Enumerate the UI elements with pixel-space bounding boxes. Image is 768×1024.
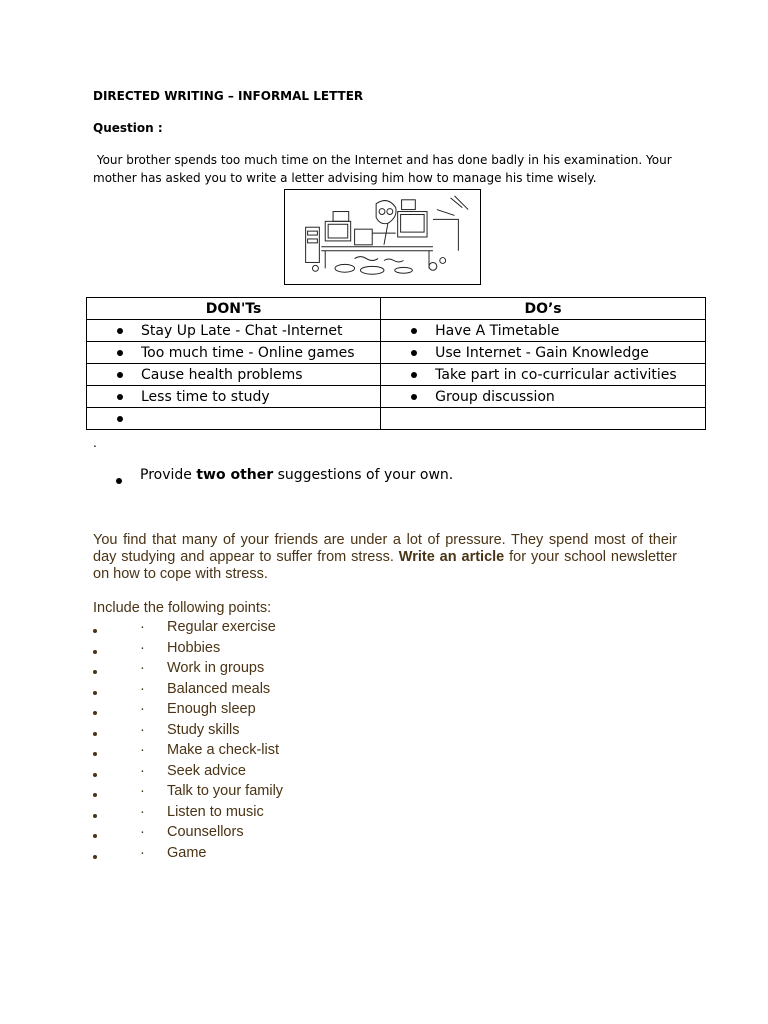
bullet-icon	[93, 773, 97, 777]
point-text: Study skills	[167, 721, 240, 738]
do-item	[381, 386, 706, 408]
question-label: Question :	[93, 121, 163, 135]
bullet-icon	[93, 711, 97, 715]
point-text: Hobbies	[167, 639, 221, 656]
bullet-icon	[93, 855, 97, 859]
middle-dot: ·	[140, 844, 145, 861]
table-row	[87, 386, 706, 408]
article-prompt	[93, 532, 677, 583]
middle-dot: ·	[140, 824, 145, 840]
bullet-icon	[93, 752, 97, 756]
bullet-icon	[93, 793, 97, 797]
list-item	[90, 761, 490, 782]
bullet-icon	[117, 328, 123, 334]
provide-suggestions-line	[116, 467, 453, 483]
article-text-part2: for your school newsletter on how to cope with stress.	[93, 549, 677, 582]
question-text	[93, 151, 693, 187]
bullet-icon	[93, 814, 97, 818]
point-text: Listen to music	[167, 803, 264, 820]
table-row	[87, 342, 706, 364]
bullet-icon	[411, 350, 417, 356]
donts-header: DON'Ts	[87, 298, 381, 320]
article-text-part1: You find that many of your friends are under a lot of pressure. They spend most of their day studying and appear to suffer from stress.	[93, 532, 677, 565]
cluttered-desk-computer-illustration	[284, 189, 481, 285]
bullet-icon	[116, 478, 122, 484]
list-item	[90, 679, 490, 700]
list-item	[90, 617, 490, 638]
middle-dot: ·	[140, 619, 145, 635]
do-item-text: Use Internet - Gain Knowledge	[435, 344, 649, 361]
list-item	[90, 638, 490, 659]
dont-item	[87, 364, 381, 386]
do-item-text: Group discussion	[435, 388, 555, 405]
point-text: Make a check-list	[167, 742, 280, 758]
list-item	[90, 822, 490, 843]
point-text: Seek advice	[167, 762, 246, 779]
point-text: Work in groups	[167, 660, 265, 676]
provide-text-after: suggestions of your own.	[273, 467, 454, 483]
dont-item-text: Less time to study	[141, 388, 270, 405]
middle-dot: ·	[140, 762, 145, 779]
table-row	[87, 320, 706, 342]
middle-dot: ·	[140, 680, 145, 697]
question-text-body: Your brother spends too much time on the Internet and has done badly in his examination. Your mother has asked you to write a letter advising him how to manage his time wisely.	[93, 153, 672, 185]
list-item	[90, 658, 490, 679]
do-item	[381, 320, 706, 342]
do-item-text: Have A Timetable	[435, 322, 560, 339]
do-item	[381, 364, 706, 386]
list-item	[90, 843, 490, 864]
table-row	[87, 364, 706, 386]
middle-dot: ·	[140, 742, 145, 758]
list-item	[90, 740, 490, 761]
dont-item-text: Stay Up Late - Chat -Internet	[141, 322, 343, 339]
bullet-icon	[93, 834, 97, 838]
dont-item-text: Too much time - Online games	[141, 344, 355, 361]
dont-item	[87, 342, 381, 364]
middle-dot: ·	[140, 660, 145, 676]
bullet-icon	[117, 372, 123, 378]
do-item-text: Take part in co-curricular activities	[435, 366, 677, 383]
middle-dot: ·	[140, 803, 145, 820]
list-item	[90, 781, 490, 802]
point-text: Talk to your family	[167, 783, 284, 799]
dont-item	[87, 386, 381, 408]
list-item	[90, 720, 490, 741]
provide-text-before: Provide	[140, 467, 197, 483]
table-row	[87, 408, 706, 430]
dos-header: DO’s	[381, 298, 706, 320]
dont-item	[87, 320, 381, 342]
point-text: Balanced meals	[167, 680, 271, 697]
middle-dot: ·	[140, 721, 145, 738]
point-text: Counsellors	[167, 824, 244, 840]
middle-dot: ·	[140, 701, 145, 717]
dont-item-text: Cause health problems	[141, 366, 303, 383]
bullet-icon	[411, 328, 417, 334]
article-text-bold: Write an article	[398, 549, 505, 565]
illustration-drawing	[285, 190, 480, 284]
stray-period: .	[93, 436, 97, 450]
point-text: Regular exercise	[167, 619, 276, 635]
point-text: Enough sleep	[167, 701, 256, 717]
points-list	[90, 617, 490, 863]
bullet-icon	[93, 629, 97, 633]
bullet-icon	[411, 394, 417, 400]
middle-dot: ·	[140, 639, 145, 656]
donts-dos-table	[86, 297, 706, 430]
do-item-empty	[381, 408, 706, 430]
bullet-icon	[117, 350, 123, 356]
bullet-icon	[93, 732, 97, 736]
bullet-icon	[117, 394, 123, 400]
dont-item	[87, 408, 381, 430]
do-item	[381, 342, 706, 364]
middle-dot: ·	[140, 783, 145, 799]
list-item	[90, 802, 490, 823]
table-header-row	[87, 298, 706, 320]
list-item	[90, 699, 490, 720]
bullet-icon	[93, 670, 97, 674]
provide-text-bold: two other	[196, 467, 274, 483]
bullet-icon	[117, 416, 123, 422]
bullet-icon	[93, 691, 97, 695]
document-heading: DIRECTED WRITING – INFORMAL LETTER	[93, 89, 364, 103]
include-points-label: Include the following points:	[93, 600, 272, 616]
bullet-icon	[93, 650, 97, 654]
point-text: Game	[167, 844, 207, 861]
bullet-icon	[411, 372, 417, 378]
